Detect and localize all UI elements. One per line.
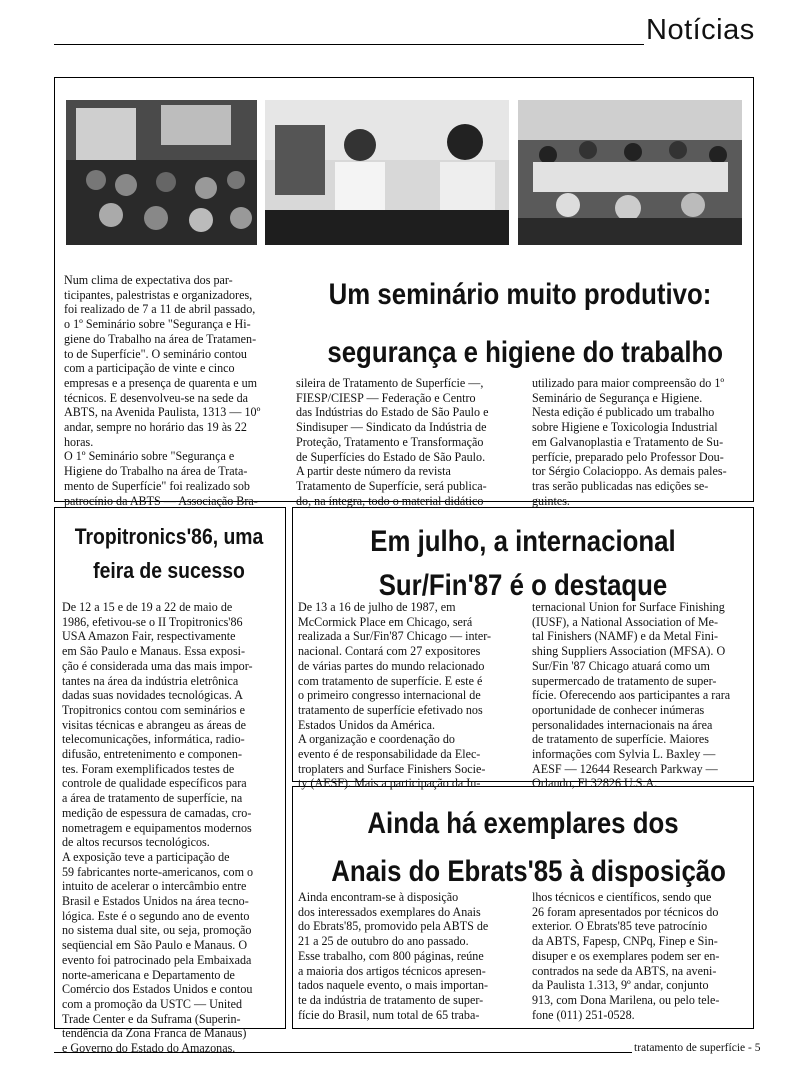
seminario-column-2: sileira de Tratamento de Superfície —, FIESP/CIESP — Federação e Centro das Indústrias do Estado de São Paulo e Sindisuper — Sindicato da Indústria de Proteção, Tratamento e Transformação de Superfícies do Estado de São Paulo. A partir deste número da revista Tratamento de Superfície, será publica- do, na íntegra, todo o material didático	[296, 376, 489, 508]
ebrats-column-2: lhos técnicos e científicos, sendo que 26 foram apresentados por técnicos do exterior. O Ebrats'85 teve patrocínio da ABTS, Fapesp, CNPq, Finep e Sin- disuper e os exemplares podem ser en- contrados na sede da ABTS, na aveni- da Paulista 1.313, 9º andar, conjunto 913, com Dona Marilena, ou pelo tele- fone (011) 251-0528.	[532, 890, 720, 1022]
surfin-column-1: De 13 a 16 de julho de 1987, em McCormick Place em Chicago, será realizada a Sur/Fin'87 Chicago — inter- nacional. Contará com 27 expositores de várias partes do mundo relacionado com tratamento de superfície. E este é o primeiro congresso internacional de tratamento de superfície efetivado nos Estados Unidos da América. A organização e coordenação do evento é de responsabilidade da Elec- troplaters and Surface Finishers Socie- ty (AESF). Mais a participação da In-	[298, 600, 492, 791]
ebrats-column-1: Ainda encontram-se à disposição dos interessados exemplares do Anais do Ebrats'85, promovido pela ABTS de 21 a 25 de outubro do ano passado. Esse trabalho, com 800 páginas, reúne a maioria dos artigos técnicos apresen- tados naquele evento, o mais importan- te da indústria de tratamento de super- fície do Brasil, num total de 65 traba-	[298, 890, 489, 1022]
seminario-column-1: Num clima de expectativa dos par- ticipantes, palestristas e organizadores, foi realizado de 7 a 11 de abril passado, o 1º Seminário sobre "Segurança e Hi- giene do Trabalho na área de Tratamen- to de Superfície". O seminário contou com a participação de vinte e cinco empresas e a presença de quarenta e um técnicos. E desenvolveu-se na sede da ABTS, na Avenida Paulista, 1313 — 10º andar, sempre no horário das 19 às 22 horas. O 1º Seminário sobre "Segurança e Higiene do Trabalho na área de Trata- mento de Superfície" foi realizado sob patrocínio da ABTS — Associação Bra-	[64, 273, 261, 508]
surfin-column-2: ternacional Union for Surface Finishing (IUSF), a National Association of Me- tal Finishers (NAMF) e da Metal Fini- shing Suppliers Association (MFSA). O Sur/Fin '87 Chicago atuará como um supermercado de tratamento de super- fície. Oferecendo aos participantes a rara oportunidade de conhecer inúmeras personalidades internacionais na área de tratamento de superfície. Maiores informações com Sylvia L. Baxley — AESF — 12644 Research Parkway — Orlando, Fl 32826 U.S.A.	[532, 600, 731, 791]
headline-tropitronics: Tropitronics'86, uma feira de sucesso	[74, 524, 264, 583]
section-title: Notícias	[646, 14, 755, 46]
tropitronics-body: De 12 a 15 e de 19 a 22 de maio de 1986, efetivou-se o II Tropitronics'86 USA Amazon Fair, respectivamente em São Paulo e Manaus. Essa exposi- ção é considerada uma das mais impor- tantes na área da indústria eletrônica dadas suas novidades tecnológicas. A Tropitronics contou com seminários e visitas técnicas e abrangeu as áreas de telecomunicações, informática, radio- difusão, entretenimento e componen- tes. Foram exemplificados testes de controle de qualidade específicos para a área de tratamento de superfície, na medição de espessura de camadas, cro- nometragem e equipamentos modernos de altos recursos tecnológicos. A exposição teve a participação de 59 fabricantes norte-americanos, com o intuito de acelerar o intercâmbio entre Brasil e Estados Unidos na área tecno- lógica. Este é o segundo ano de evento no sistema dual site, ou seja, promoção seqüencial em São Paulo e Manaus. O evento foi patrocinado pela Embaixada norte-americana e Departamento de Comércio dos Estados Unidos e contou com a promoção da USTC — United Trade Center e da Suframa (Superin- tendência da Zona Franca de Manaus) e Governo do Estado do Amazonas.	[62, 600, 254, 1056]
headline-ebrats: Ainda há exemplares dos Anais do Ebrats'85 à disposição	[331, 807, 726, 888]
seminar-photo-participants	[518, 100, 742, 245]
page-footer: tratamento de superfície - 5	[634, 1042, 761, 1054]
footer-rule	[54, 1052, 632, 1053]
seminar-photo-speakers	[265, 100, 509, 245]
header-rule	[54, 44, 644, 45]
headline-surfin: Em julho, a internacional Sur/Fin'87 é o destaque	[370, 525, 676, 602]
seminario-column-3: utilizado para maior compreensão do 1º Seminário de Segurança e Higiene. Nesta edição é publicado um trabalho sobre Higiene e Toxicologia Industrial em Galvanoplastia e Tratamento de Su- perfície, preparado pelo Professor Dou- tor Sérgio Colacioppo. As demais pales- tras serão publicadas nas edições se- guintes.	[532, 376, 727, 508]
headline-seminario: Um seminário muito produtivo: segurança e higiene do trabalho	[327, 278, 724, 369]
seminar-photo-audience	[66, 100, 257, 245]
